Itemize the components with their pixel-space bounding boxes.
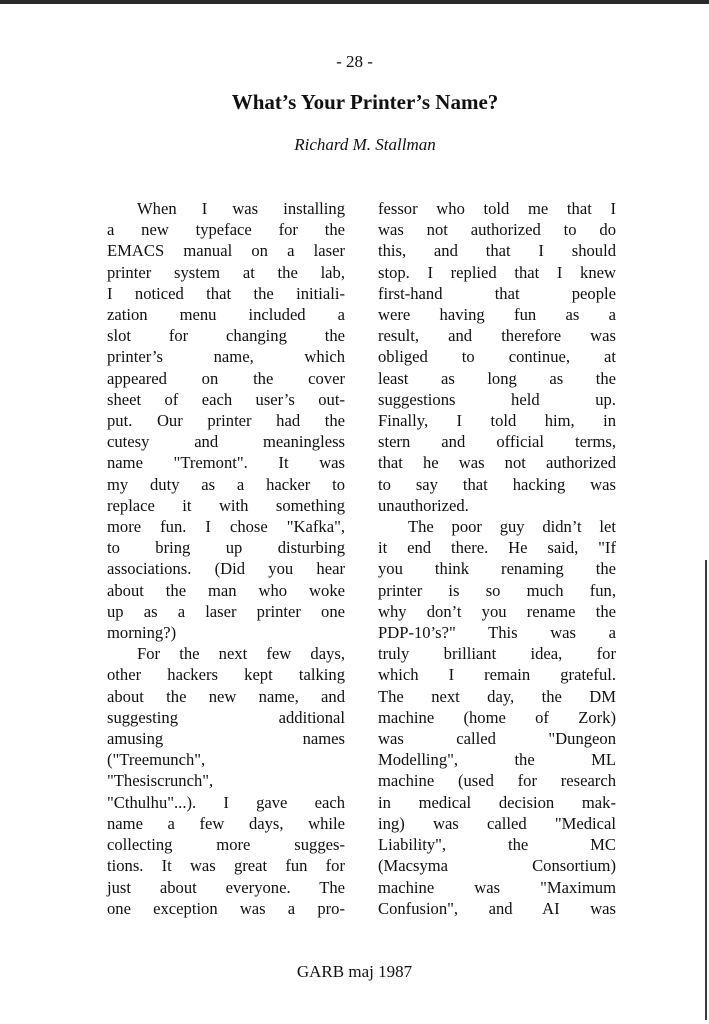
text-line: "Thesiscrunch", bbox=[107, 771, 214, 791]
text-line: printer is so much fun, bbox=[378, 580, 616, 600]
text-line: The next day, the DM bbox=[378, 686, 616, 706]
text-line: just about everyone. The bbox=[107, 877, 345, 897]
text-line: it end there. He said, "If bbox=[378, 538, 616, 558]
text-line: associations. (Did you hear bbox=[107, 559, 345, 579]
text-line: was not authorized to do bbox=[378, 220, 616, 240]
text-line: For the next few days, bbox=[137, 644, 345, 664]
text-line: Confusion", and AI was bbox=[378, 898, 616, 918]
text-line: this, and that I should bbox=[378, 241, 616, 261]
text-line: When I was installing bbox=[137, 199, 345, 218]
text-line: ing) was called "Medical bbox=[378, 813, 616, 833]
text-line: machine was "Maximum bbox=[378, 877, 616, 897]
text-line: tions. It was great fun for bbox=[107, 856, 345, 876]
text-line: more fun. I chose "Kafka", bbox=[107, 517, 345, 537]
text-line: that he was not authorized bbox=[378, 453, 616, 473]
text-line: other hackers kept talking bbox=[107, 665, 345, 685]
text-line: least as long as the bbox=[378, 368, 616, 388]
text-line: name "Tremont". It was bbox=[107, 453, 345, 473]
text-line: fessor who told me that I bbox=[378, 199, 616, 218]
article-author: Richard M. Stallman bbox=[294, 135, 436, 154]
text-line: a new typeface for the bbox=[107, 220, 345, 240]
text-line: suggesting additional bbox=[107, 707, 345, 727]
text-line: suggestions held up. bbox=[378, 389, 616, 409]
text-line: appeared on the cover bbox=[107, 368, 345, 388]
text-line: truly brilliant idea, for bbox=[378, 644, 616, 664]
text-line: my duty as a hacker to bbox=[107, 474, 345, 494]
text-line: replace it with something bbox=[107, 495, 345, 515]
text-line: why don’t you rename the bbox=[378, 601, 616, 621]
text-line: "Cthulhu"...). I gave each bbox=[107, 792, 345, 812]
text-line: slot for changing the bbox=[107, 326, 345, 346]
text-line: printer’s name, which bbox=[107, 347, 345, 367]
text-line: ("Treemunch", bbox=[107, 750, 206, 770]
text-line: Finally, I told him, in bbox=[378, 411, 616, 431]
text-line: name a few days, while bbox=[107, 813, 345, 833]
text-line: sheet of each user’s out- bbox=[107, 389, 345, 409]
scan-top-edge bbox=[0, 0, 709, 4]
text-line: put. Our printer had the bbox=[107, 411, 345, 431]
text-line: amusing names bbox=[107, 729, 345, 749]
text-line: about the new name, and bbox=[107, 686, 345, 706]
text-line: I noticed that the initiali- bbox=[107, 283, 345, 303]
text-line: in medical decision mak- bbox=[378, 792, 616, 812]
text-line: machine (used for research bbox=[378, 771, 616, 791]
page-number: - 28 - bbox=[336, 52, 373, 71]
text-line: which I remain grateful. bbox=[378, 665, 616, 685]
text-line: printer system at the lab, bbox=[107, 262, 345, 282]
text-line: stern and official terms, bbox=[378, 432, 616, 452]
text-line: up as a laser printer one bbox=[107, 601, 345, 621]
text-line: zation menu included a bbox=[107, 305, 345, 325]
text-line: (Macsyma Consortium) bbox=[378, 856, 616, 876]
text-line: one exception was a pro- bbox=[107, 898, 345, 918]
text-line: obliged to continue, at bbox=[378, 347, 616, 367]
text-line: to say that hacking was bbox=[378, 474, 616, 494]
article-title: What’s Your Printer’s Name? bbox=[231, 90, 499, 114]
text-line: EMACS manual on a laser bbox=[107, 241, 345, 261]
text-line: collecting more sugges- bbox=[107, 835, 345, 855]
page-footer: GARB maj 1987 bbox=[296, 962, 413, 981]
scan-right-edge bbox=[705, 560, 707, 1020]
right-text-column bbox=[378, 198, 616, 919]
text-line: stop. I replied that I knew bbox=[378, 262, 616, 282]
left-text-column bbox=[107, 198, 345, 919]
text-line: cutesy and meaningless bbox=[107, 432, 345, 452]
text-line: Modelling", the ML bbox=[378, 750, 616, 770]
text-line: were having fun as a bbox=[378, 305, 616, 325]
text-line: you think renaming the bbox=[378, 559, 616, 579]
text-line: result, and therefore was bbox=[378, 326, 616, 346]
text-line: to bring up disturbing bbox=[107, 538, 345, 558]
text-line: The poor guy didn’t let bbox=[408, 517, 616, 537]
text-line: Liability", the MC bbox=[378, 835, 616, 855]
text-line: unauthorized. bbox=[378, 495, 469, 515]
text-line: about the man who woke bbox=[107, 580, 345, 600]
text-line: was called "Dungeon bbox=[378, 729, 616, 749]
text-line: machine (home of Zork) bbox=[378, 707, 616, 727]
text-line: PDP-10’s?" This was a bbox=[378, 623, 616, 643]
text-line: first-hand that people bbox=[378, 283, 616, 303]
text-line: morning?) bbox=[107, 623, 177, 643]
